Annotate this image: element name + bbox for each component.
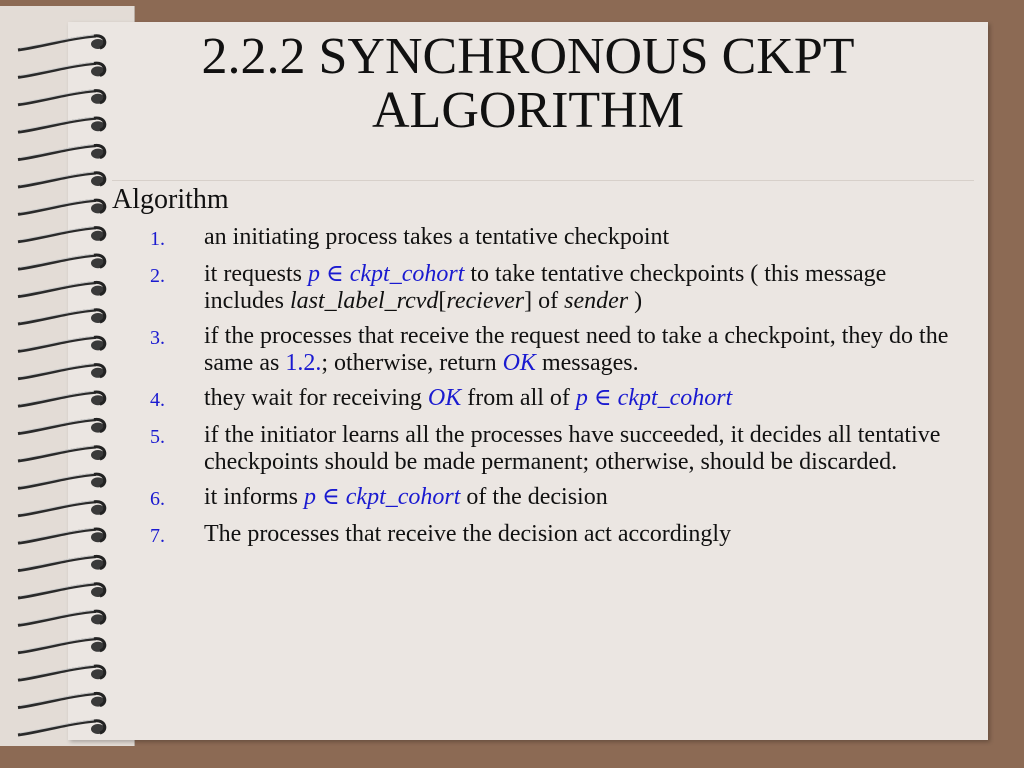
binding-wire — [18, 529, 96, 543]
step-text: it informs p ∈ ckpt_cohort of the decision — [204, 484, 608, 510]
binding-wire — [18, 694, 96, 708]
section-heading: Algorithm — [112, 184, 229, 215]
binding-wire — [18, 639, 96, 653]
binding-wire — [18, 721, 96, 735]
title-divider — [112, 180, 974, 181]
binding-wire — [18, 365, 96, 379]
binding-wire — [18, 502, 96, 516]
binding-wire — [18, 584, 96, 598]
binding-wire — [18, 310, 96, 324]
step-number: 6. — [150, 488, 165, 510]
binding-wire — [18, 392, 96, 406]
step-text: it requests p ∈ ckpt_cohort to take tentative checkpoints ( this message includes last_label_rcvd[reciever] of sender ) — [204, 261, 887, 314]
binding-wire — [18, 146, 96, 160]
binding-wire — [18, 283, 96, 297]
step-number: 7. — [150, 525, 165, 547]
binding-wire — [18, 200, 96, 214]
list-item — [130, 323, 960, 377]
binding-wire — [18, 255, 96, 269]
step-text: if the processes that receive the request need to take a checkpoint, they do the same as 1.2.; otherwise, return OK messages. — [204, 323, 949, 376]
list-item — [130, 484, 960, 513]
binding-wire — [18, 228, 96, 242]
list-item — [130, 422, 960, 476]
binding-wire — [18, 337, 96, 351]
step-text: The processes that receive the decision act accordingly — [204, 521, 732, 547]
step-text: they wait for receiving OK from all of p ∈ ckpt_cohort — [204, 385, 733, 411]
step-number: 3. — [150, 327, 165, 349]
binding-wire — [18, 420, 96, 434]
algorithm-steps — [130, 224, 960, 558]
list-item — [130, 521, 960, 550]
step-text: an initiating process takes a tentative checkpoint — [204, 224, 670, 250]
list-item — [130, 385, 960, 414]
step-number: 2. — [150, 265, 165, 287]
page-title: 2.2.2 SYNCHRONOUS CKPT ALGORITHM — [201, 28, 855, 139]
binding-wire — [18, 666, 96, 680]
binding-wire — [18, 173, 96, 187]
step-number: 4. — [150, 389, 165, 411]
step-text: if the initiator learns all the processes have succeeded, it decides all tentative checkpoints should be made permanent; otherwise, should be discarded. — [204, 422, 941, 475]
binding-wire — [18, 557, 96, 571]
list-item — [130, 224, 960, 253]
step-number: 5. — [150, 426, 165, 448]
binding-wire — [18, 447, 96, 461]
binding-wire — [18, 474, 96, 488]
step-number: 1. — [150, 228, 165, 250]
list-item — [130, 261, 960, 315]
binding-wire — [18, 611, 96, 625]
